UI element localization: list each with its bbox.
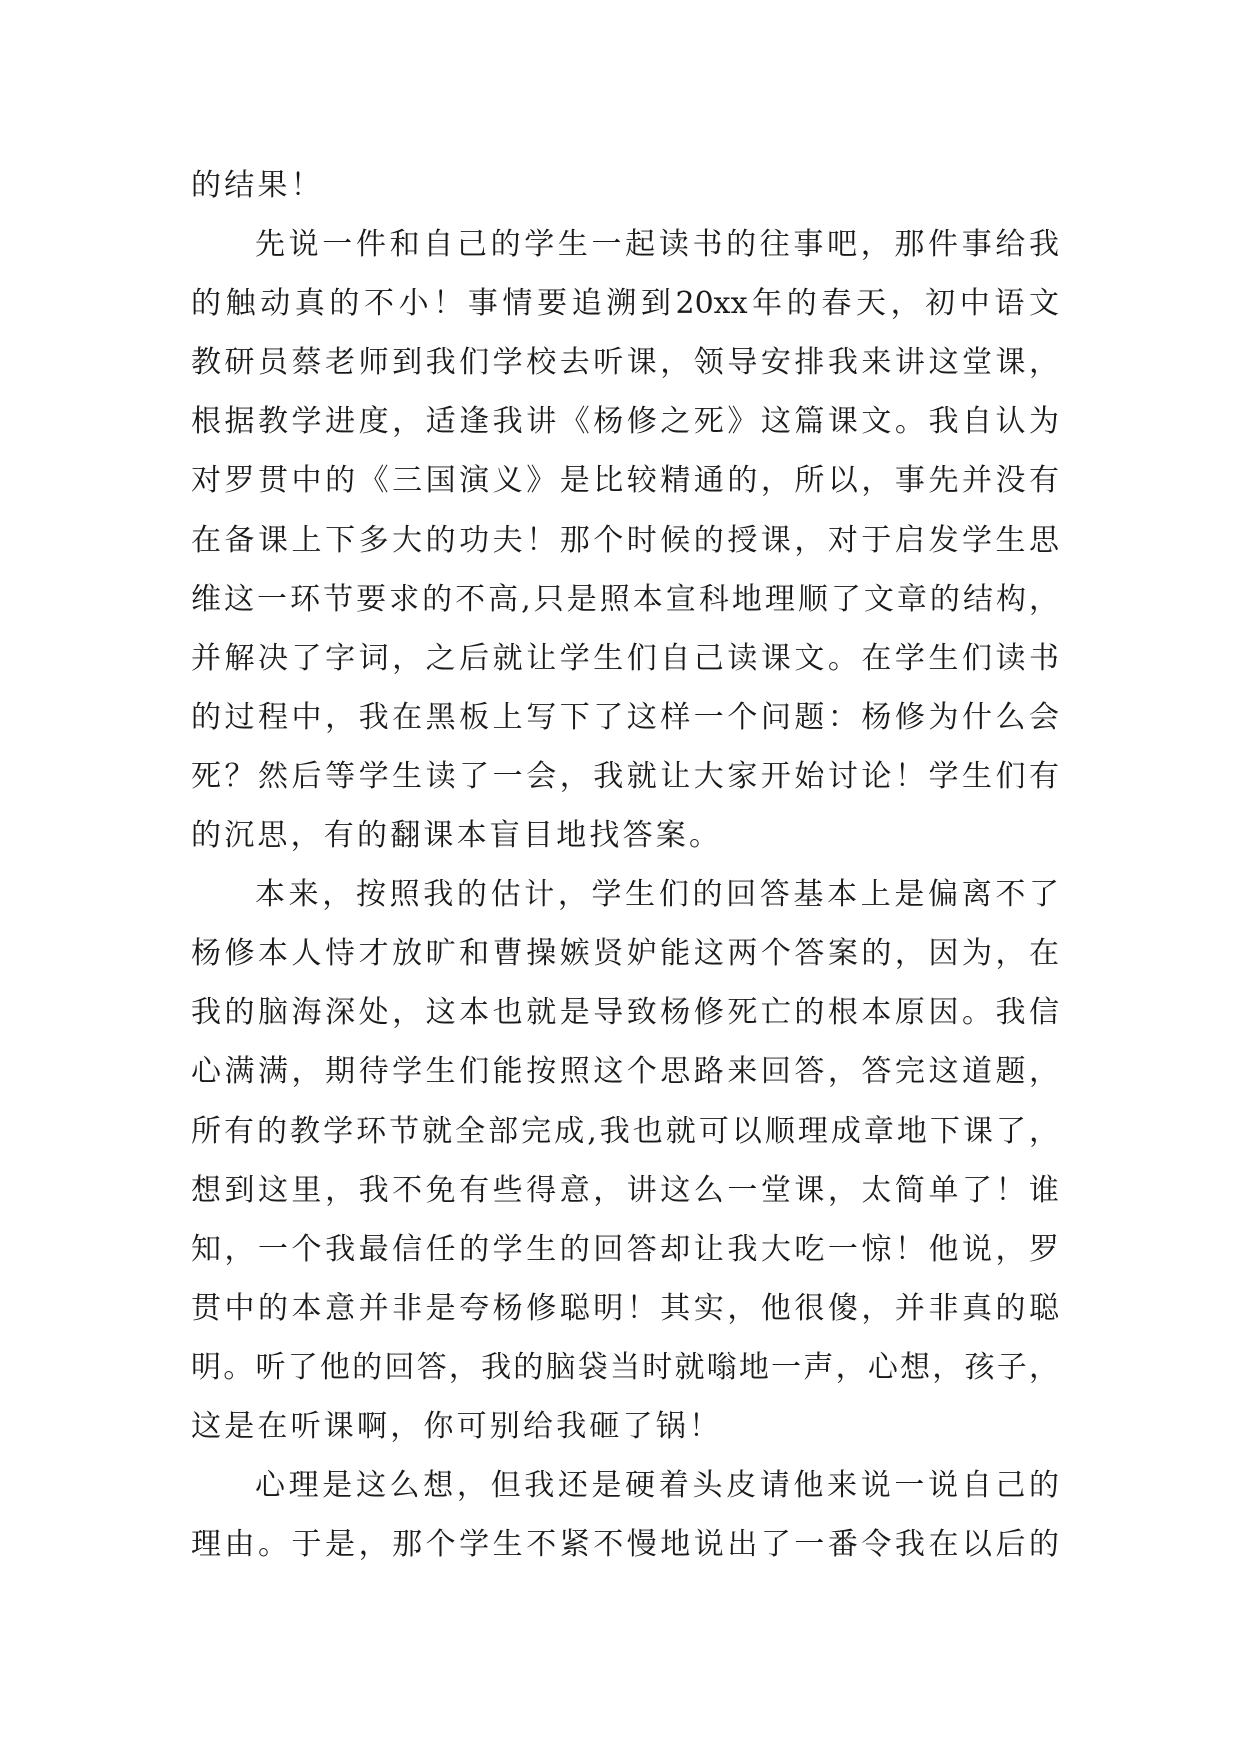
text-line: 先说一件和自己的学生一起读书的往事吧，那件事给我: [255, 227, 1059, 263]
text-line: 心满满，期待学生们能按照这个思路来回答，答完这道题，: [191, 1054, 1059, 1090]
text-line: 我的脑海深处，这本也就是导致杨修死亡的根本原因。我信: [191, 995, 1059, 1031]
body-text: [191, 156, 1059, 1574]
text-line: 贯中的本意并非是夸杨修聪明！其实，他很傻，并非真的聪: [191, 1290, 1059, 1326]
text-line: 心理是这么想，但我还是硬着头皮请他来说一说自己的: [255, 1468, 1059, 1504]
text-line: 维这一环节要求的不高,只是照本宣科地理顺了文章的结构，: [191, 581, 1059, 617]
text-line: 的结果！: [191, 168, 324, 203]
text-line: 想到这里，我不免有些得意，讲这么一堂课，太简单了！谁: [191, 1172, 1059, 1208]
text-line: 的过程中，我在黑板上写下了这样一个问题：杨修为什么会: [191, 699, 1059, 735]
text-line: 根据教学进度，适逢我讲《杨修之死》这篇课文。我自认为: [191, 404, 1059, 440]
text-line: 明。听了他的回答，我的脑袋当时就嗡地一声，心想，孩子，: [191, 1349, 1059, 1385]
text-line: 这是在听课啊，你可别给我砸了锅！: [191, 1408, 723, 1444]
text-line: 本来，按照我的估计，学生们的回答基本上是偏离不了: [255, 877, 1059, 913]
text-line: 对罗贯中的《三国演义》是比较精通的，所以，事先并没有: [191, 463, 1059, 499]
text-line: 所有的教学环节就全部完成,我也就可以顺理成章地下课了，: [191, 1113, 1059, 1149]
text-line: 死？然后等学生读了一会，我就让大家开始讨论！学生们有: [191, 758, 1059, 794]
text-line: 教研员蔡老师到我们学校去听课，领导安排我来讲这堂课，: [191, 345, 1059, 381]
text-line: 理由。于是，那个学生不紧不慢地说出了一番令我在以后的: [191, 1527, 1059, 1563]
text-line: 并解决了字词，之后就让学生们自己读课文。在学生们读书: [191, 640, 1059, 676]
text-line: 杨修本人恃才放旷和曹操嫉贤妒能这两个答案的，因为，在: [191, 936, 1059, 972]
text-line: 在备课上下多大的功夫！那个时候的授课，对于启发学生思: [191, 522, 1059, 558]
text-line: 知，一个我最信任的学生的回答却让我大吃一惊！他说，罗: [191, 1231, 1059, 1267]
text-line: 的沉思，有的翻课本盲目地找答案。: [191, 818, 723, 854]
text-line: 的触动真的不小！事情要追溯到20xx年的春天，初中语文: [191, 286, 1059, 322]
